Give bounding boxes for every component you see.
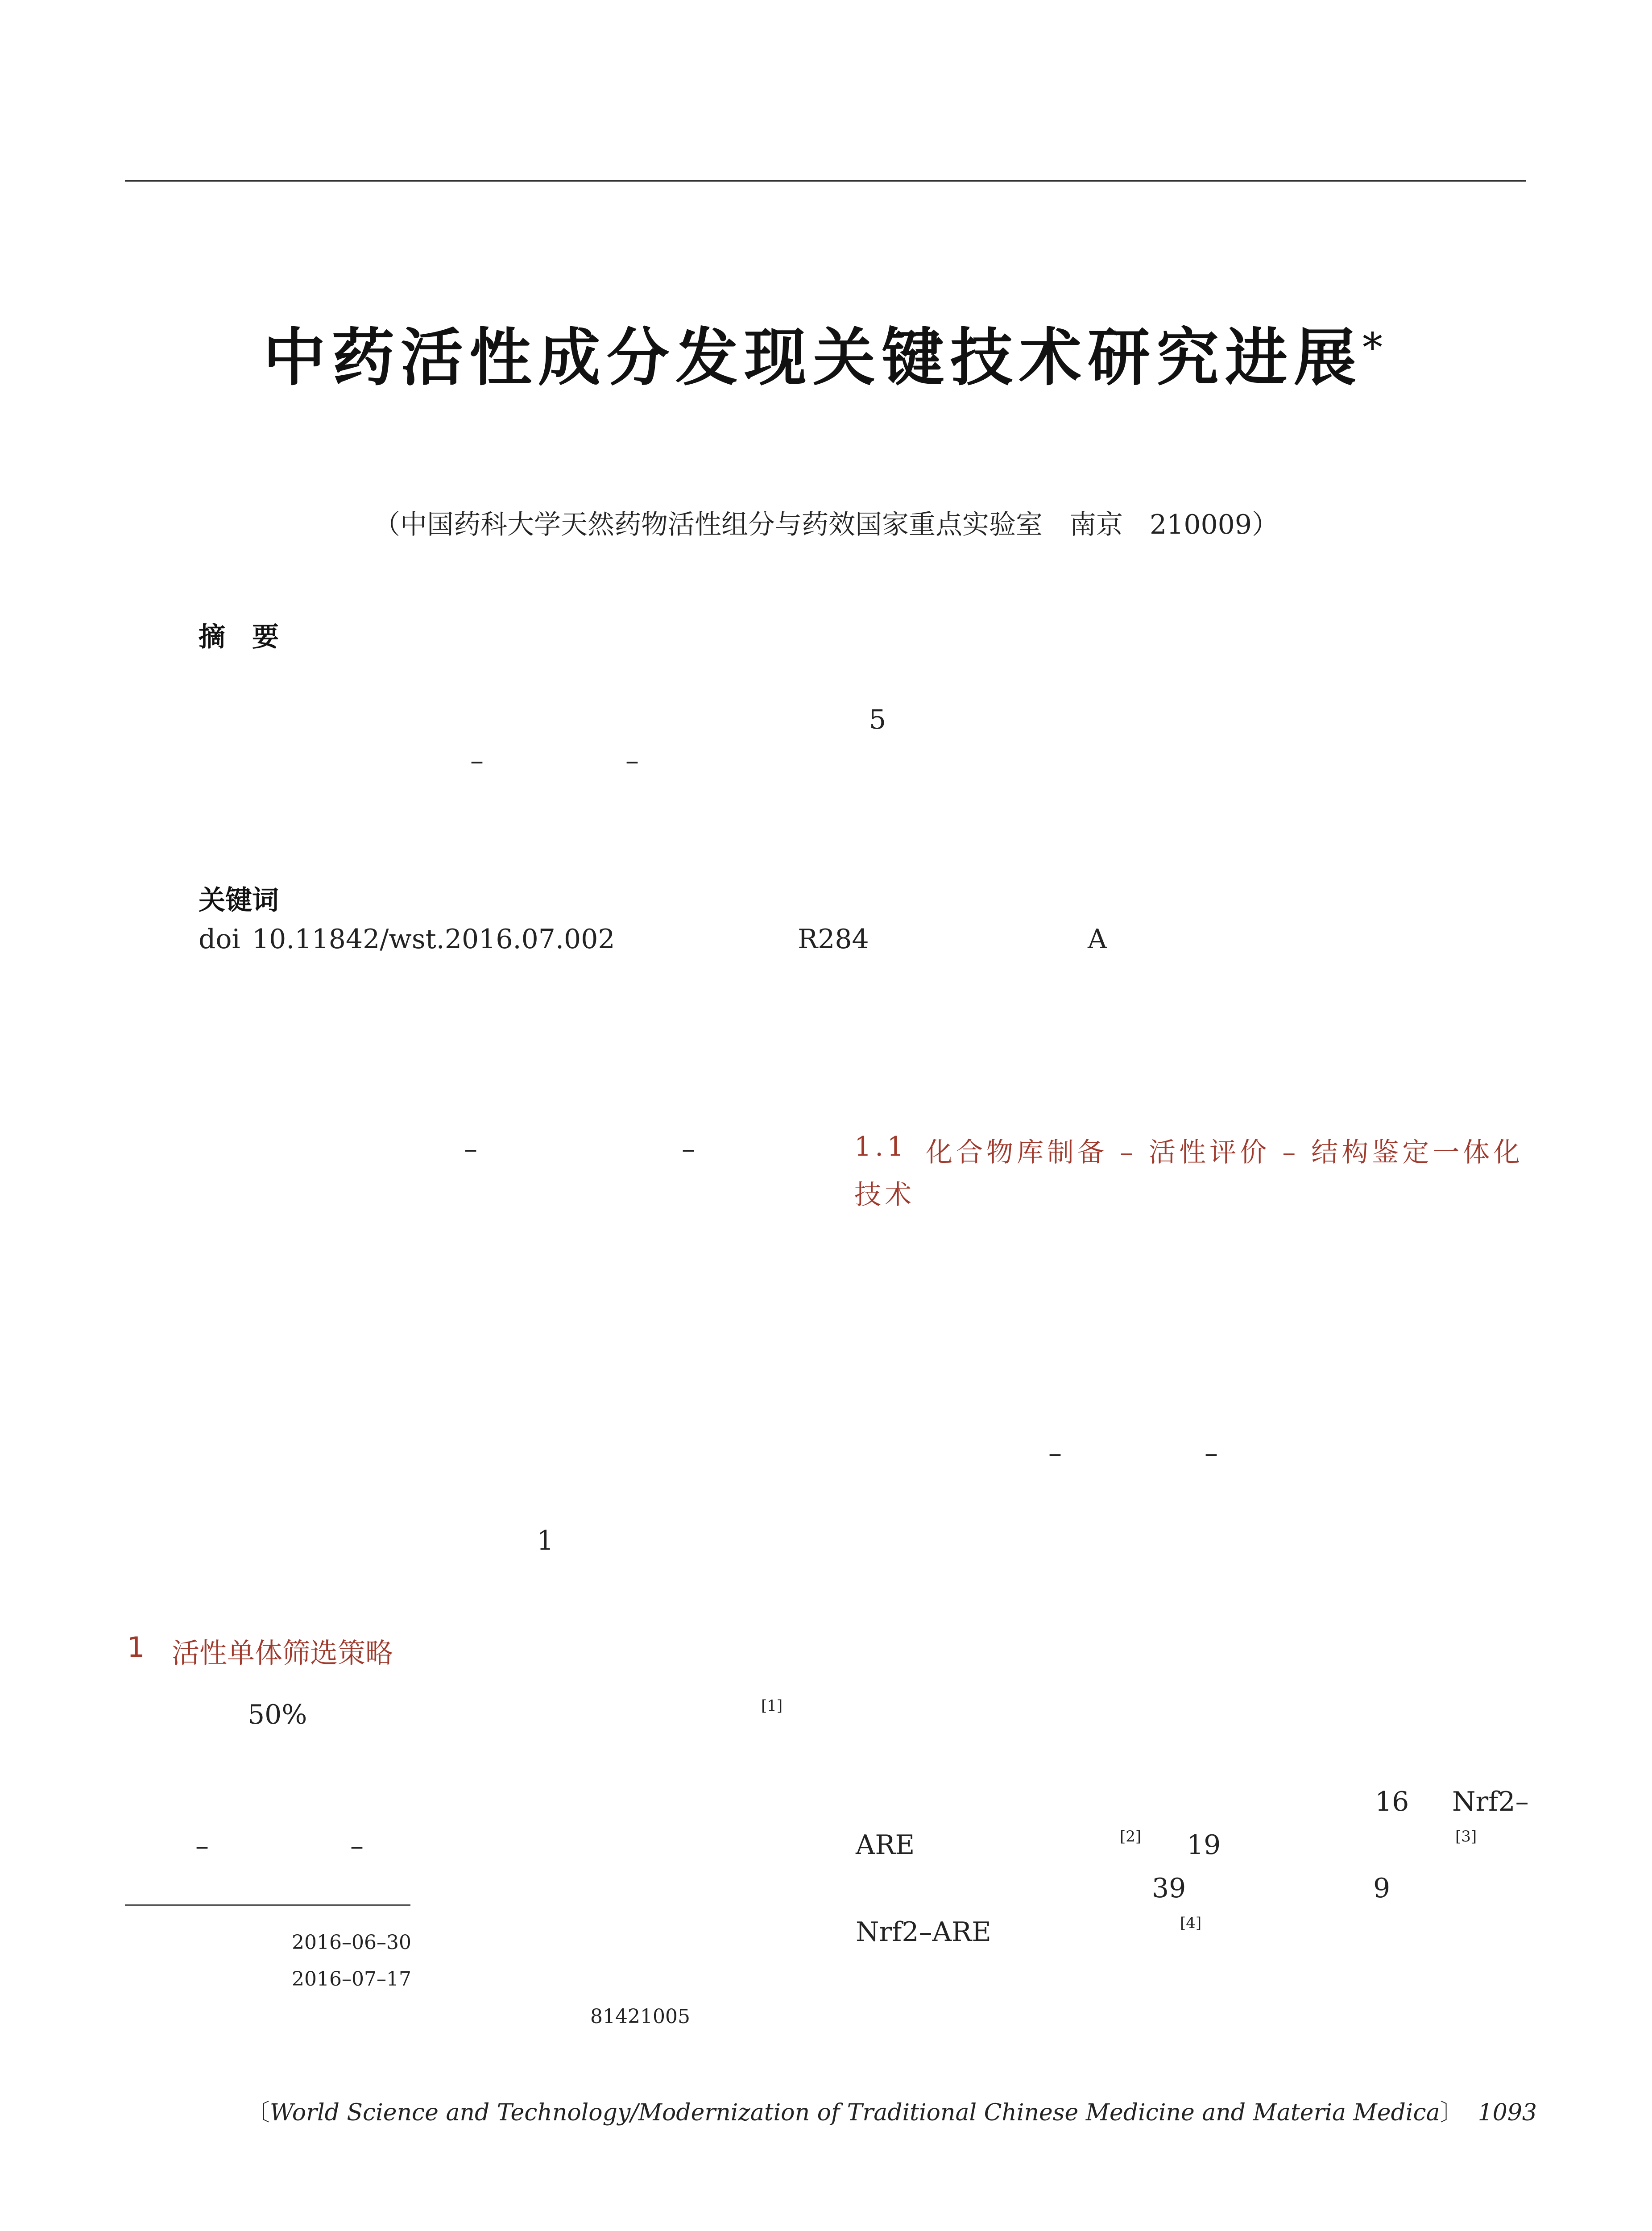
citation-4: [4] (1180, 1914, 1202, 1932)
subsection-1-1-title-cont: 技术 (854, 1179, 915, 1211)
affiliation: （中国药科大学天然药物活性组分与药效国家重点实验室 南京 210009） (373, 509, 1279, 540)
article-title (0, 308, 1652, 398)
abstract-number-5: 5 (869, 704, 886, 735)
page-number: 1093 (1478, 2099, 1537, 2126)
nrf2-are-text: Nrf2–ARE (856, 1916, 991, 1948)
subsection-1-1-number: 1.1 (854, 1131, 908, 1162)
keywords-label: 关键词 (199, 885, 279, 916)
section-1-number: 1 (127, 1631, 145, 1663)
journal-footer (247, 2094, 1537, 2127)
abstract-dash-2: – (625, 745, 639, 776)
journal-name: World Science and Technology/Modernization of Traditional Chinese Medicine and Materia Medica (269, 2099, 1440, 2126)
left-dash-3: – (195, 1830, 209, 1862)
number-39: 39 (1152, 1873, 1186, 1904)
clc-number: R284 (798, 924, 869, 955)
fifty-percent: 50% (248, 1699, 307, 1730)
are-text: ARE (856, 1829, 915, 1861)
citation-1: [1] (761, 1697, 783, 1715)
document-code: A (1088, 924, 1107, 955)
right-dash-1: – (1048, 1438, 1062, 1469)
nrf2-prefix: Nrf2– (1452, 1786, 1529, 1817)
grant-number: 81421005 (590, 2005, 690, 2028)
doi-label: doi (199, 924, 240, 955)
citation-3: [3] (1455, 1828, 1477, 1845)
header-rule (125, 180, 1526, 182)
subsection-1-1-title: 化合物库制备 – 活性评价 – 结构鉴定一体化 (926, 1137, 1524, 1168)
number-19: 19 (1187, 1829, 1221, 1861)
received-date: 2016–06–30 (292, 1931, 411, 1954)
citation-2: [2] (1120, 1828, 1142, 1845)
title-text: 中药活性成分发现关键技术研究进展 (263, 321, 1362, 394)
left-dash-4: – (350, 1830, 364, 1862)
left-dash-1: – (464, 1133, 477, 1165)
abstract-dash-1: – (470, 745, 484, 776)
revised-date: 2016–07–17 (292, 1968, 411, 1990)
right-dash-2: – (1205, 1438, 1218, 1469)
footer-bracket-close: 〕 (1440, 2099, 1463, 2126)
doi-value: 10.11842/wst.2016.07.002 (252, 924, 615, 955)
footer-bracket-open: 〔 (246, 2099, 270, 2126)
left-number-1: 1 (537, 1525, 554, 1556)
left-dash-2: – (682, 1133, 695, 1165)
number-9: 9 (1373, 1873, 1391, 1904)
abstract-label: 摘 要 (199, 622, 279, 653)
section-1-title: 活性单体筛选策略 (172, 1637, 393, 1669)
title-footnote-mark: * (1362, 324, 1389, 371)
number-16: 16 (1375, 1786, 1409, 1817)
footnote-rule (125, 1904, 410, 1906)
